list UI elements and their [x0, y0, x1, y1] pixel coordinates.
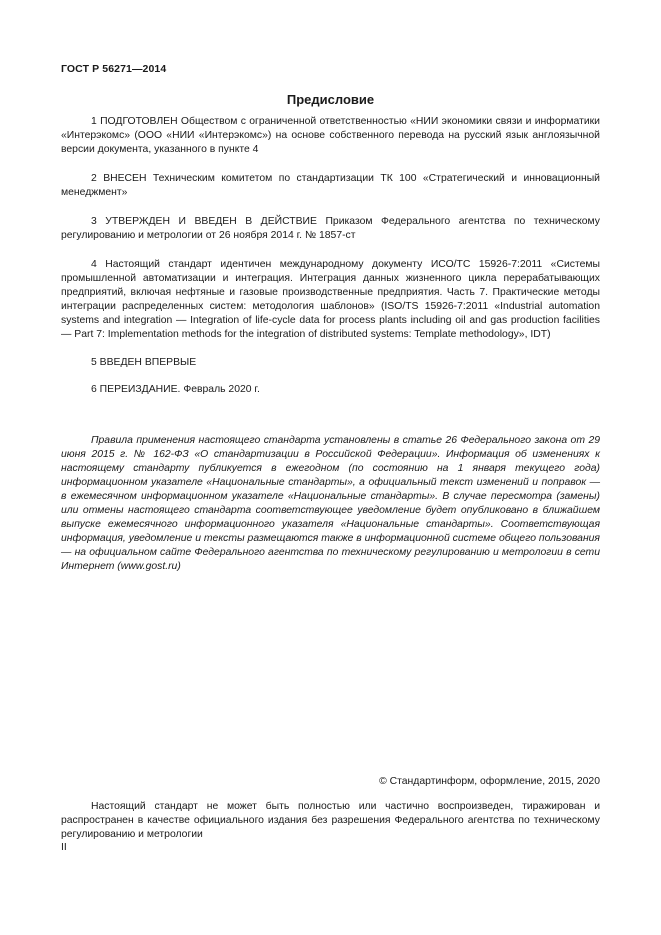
paragraph-1: 1 ПОДГОТОВЛЕН Обществом с ограниченной ответственностью «НИИ экономики связи и информатики «Интерэкомс» (ООО «НИИ «Интерэкомс») на основе собственного перевода на русский язык англоязычной версии документа, указанного в пункте 4: [61, 116, 600, 155]
paragraph-2: 2 ВНЕСЕН Техническим комитетом по стандартизации ТК 100 «Стратегический и инновационный менеджмент»: [61, 173, 600, 198]
application-rules-notice: Правила применения настоящего стандарта установлены в статье 26 Федерального закона от 29 июня 2015 г. № 162-ФЗ «О стандартизации в Российской Федерации». Информация об изменениях к настоящему стандарту публикуется в ежегодном (по состоянию на 1 января текущего года) информационном указателе «Национальные стандарты», а официальный текст изменений и поправок — в ежемесячном информационном указателе «Национальные стандарты». В случае пересмотра (замены) или отмены настоящего стандарта соответствующее уведомление будет опубликовано в ближайшем выпуске ежемесячного информационного указателя «Национальные стандарты». Соответствующая информация, уведомление и тексты размещаются также в информационной системе общего пользования — на официальном сайте Федерального агентства по техническому регулированию и метрологии в сети Интернет (www.gost.ru): [61, 435, 600, 572]
paragraph-6: 6 ПЕРЕИЗДАНИЕ. Февраль 2020 г.: [91, 384, 260, 395]
page-number: II: [61, 842, 67, 853]
copyright-line: © Стандартинформ, оформление, 2015, 2020: [379, 776, 600, 787]
document-code: ГОСТ Р 56271—2014: [61, 63, 167, 75]
paragraph-5: 5 ВВЕДЕН ВПЕРВЫЕ: [91, 357, 197, 368]
paragraph-3: 3 УТВЕРЖДЕН И ВВЕДЕН В ДЕЙСТВИЕ Приказом Федерального агентства по техническому регулированию и метрологии от 26 ноября 2014 г. № 1857-ст: [61, 216, 600, 241]
page-title: Предисловие: [286, 92, 375, 107]
reproduction-notice: Настоящий стандарт не может быть полностью или частично воспроизведен, тиражирован и распространен в качестве официального издания без разрешения Федерального агентства по техническому регулированию и метрологии: [61, 801, 600, 840]
paragraph-4: 4 Настоящий стандарт идентичен международному документу ИСО/ТС 15926-7:2011 «Системы промышленной автоматизации и интеграция. Интеграция данных жизненного цикла перерабатывающих предприятий, включая нефтяные и газовые производственные предприятия. Часть 7. Практические методы интеграции распределенных систем: методология шаблонов» (ISO/TS 15926-7:2011 «Industrial automation systems and integration — Integration of life-cycle data for process plants including oil and gas production facilities — Part 7: Implementation methods for the integration of distributed systems: Template methodology», IDT): [61, 259, 600, 340]
